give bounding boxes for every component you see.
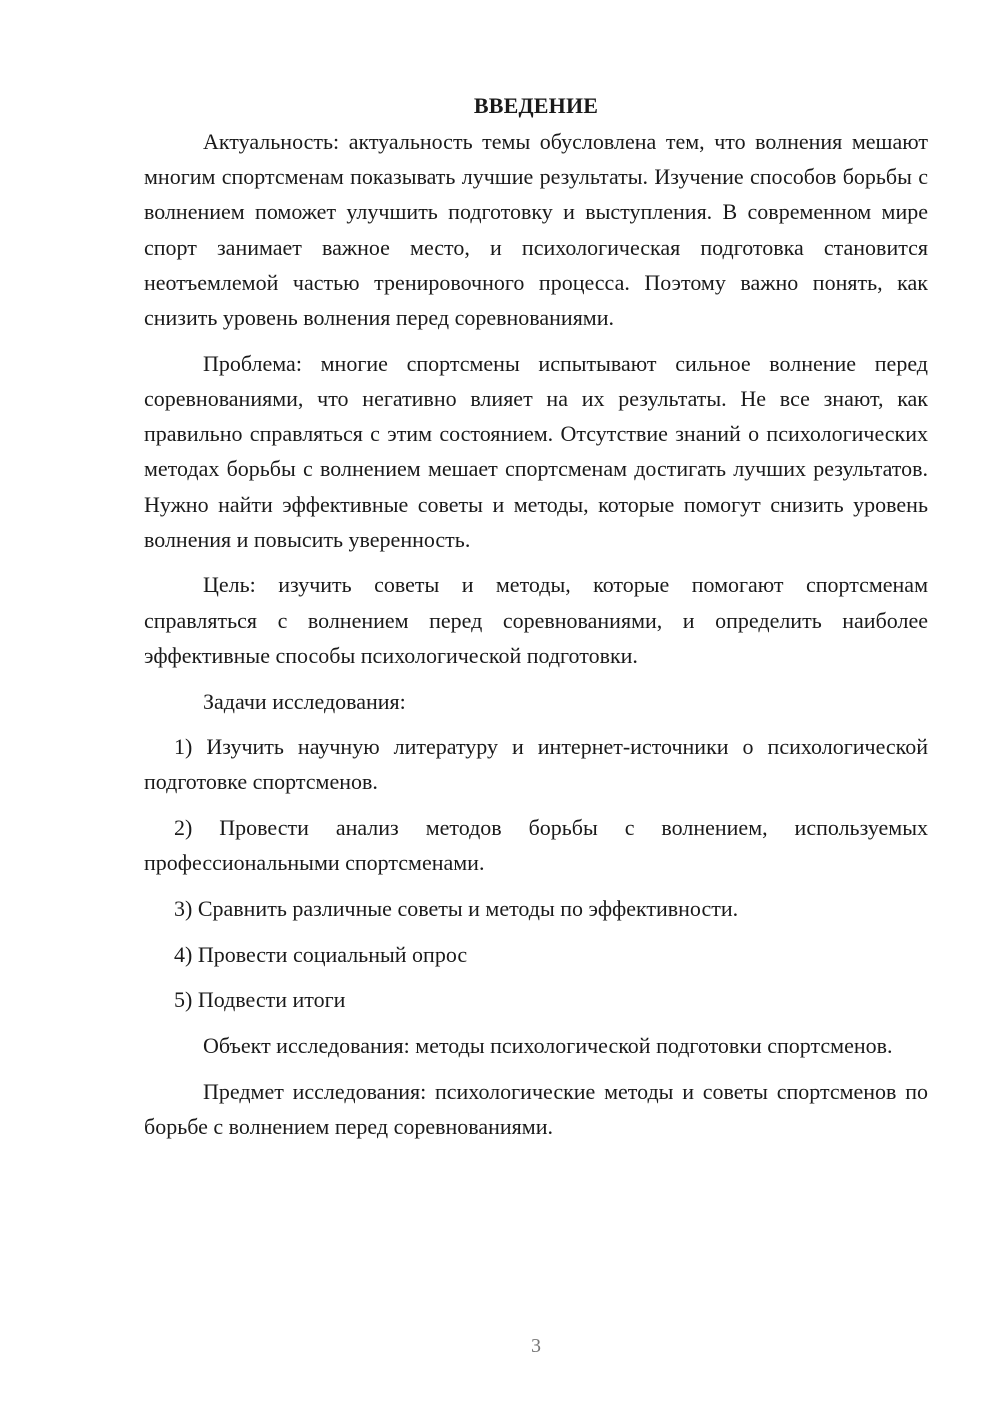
paragraph-subject: Предмет исследования: психологические методы и советы спортсменов по борьбе с волнением перед соревнованиями. (144, 1078, 928, 1140)
page-title: ВВЕДЕНИЕ (473, 93, 599, 118)
task-item-1: 1) Изучить научную литературу и интернет-источники о психологической подготовке спортсменов. (144, 734, 928, 795)
task-item-4: 4) Провести социальный опрос (174, 941, 468, 967)
paragraph-goal: Цель: изучить советы и методы, которые помогают спортсменам справляться с волнением перед соревнованиями, и определить наиболее эффективные способы психологической подготовки. (144, 572, 928, 668)
paragraph-problem: Проблема: многие спортсмены испытывают сильное волнение перед соревнованиями, что негативно влияет на их результаты. Не все знают, как правильно справляться с этим состоянием. Отсутствие знаний о психологических методах борьбы с волнением мешает спортсменам достигать лучших результатов. Нужно найти эффективные советы и методы, которые помогут снизить уровень волнения и повысить уверенность. (144, 350, 928, 552)
page-number: 3 (531, 1335, 541, 1357)
task-item-3: 3) Сравнить различные советы и методы по эффективности. (174, 896, 739, 922)
page-content (144, 88, 928, 1144)
task-item-2: 2) Провести анализ методов борьбы с волнением, используемых профессиональными спортсменами. (144, 815, 928, 876)
paragraph-relevance: Актуальность: актуальность темы обусловлена тем, что волнения мешают многим спортсменам показывать лучшие результаты. Изучение способов борьбы с волнением поможет улучшить подготовку и выступления. В современном мире спорт занимает важное место, и психологическая подготовка становится неотъемлемой частью тренировочного процесса. Поэтому важно понять, как снизить уровень волнения перед соревнованиями. (144, 129, 928, 331)
paragraph-object: Объект исследования: методы психологической подготовки спортсменов. (203, 1033, 893, 1059)
task-item-5: 5) Подвести итоги (174, 987, 346, 1013)
tasks-heading: Задачи исследования: (203, 688, 406, 714)
